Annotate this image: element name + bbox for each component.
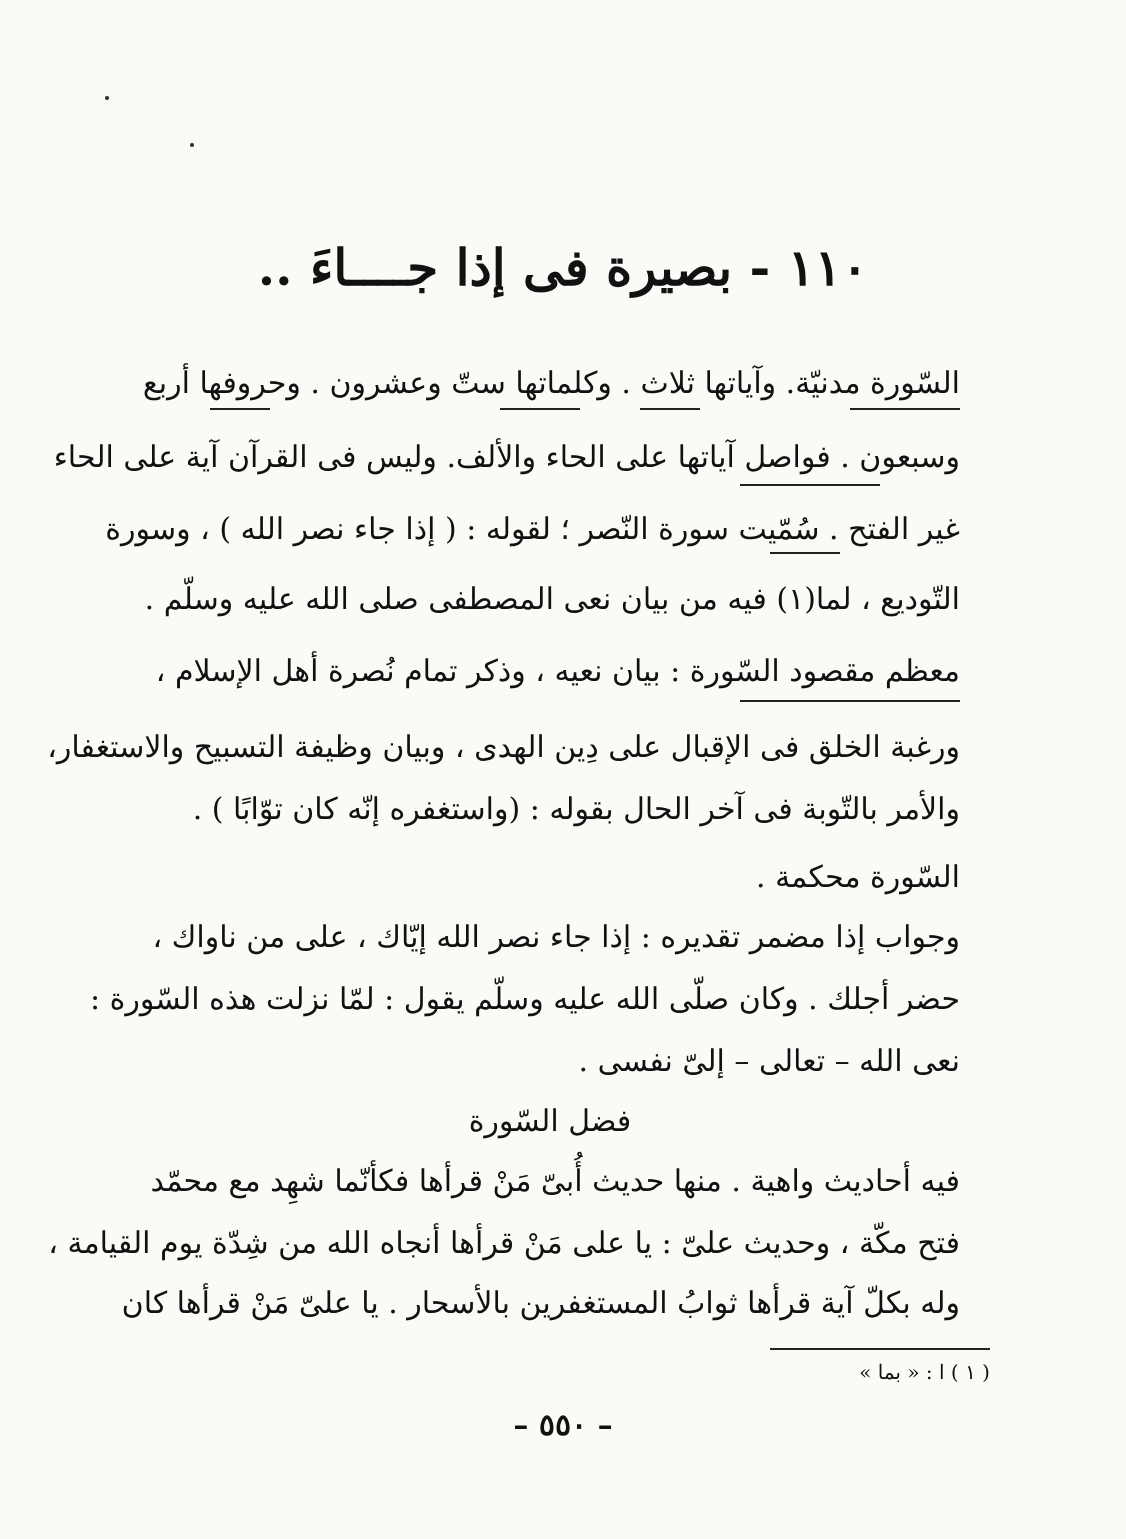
underline-mark xyxy=(210,408,270,410)
page-number: – ٥٥٠ – xyxy=(513,1408,613,1443)
text-line: والأمر بالتّوبة فى آخر الحال بقوله : (واستغفره إنّه كان توّابًا ) . xyxy=(192,792,960,827)
underline-mark xyxy=(740,484,880,486)
text-line: نعى الله – تعالى – إلىّ نفسى . xyxy=(578,1044,960,1079)
text-line: فيه أحاديث واهية . منها حديث أُبىّ مَنْ قرأها فكأنّما شهِد مع محمّد xyxy=(150,1164,960,1199)
section-title: فضل السّورة xyxy=(468,1104,632,1139)
text-line: فتح مكّة ، وحديث علىّ : يا على مَنْ قرأها أنجاه الله من شِدّة يوم القيامة ، xyxy=(48,1226,960,1261)
underline-mark xyxy=(850,408,960,410)
footnote-rule xyxy=(770,1348,990,1350)
underline-mark xyxy=(740,700,960,702)
text-line: وسبعون . فواصل آياتها على الحاء والألف. وليس فى القرآن آية على الحاء xyxy=(53,440,960,475)
text-line: وجواب إذا مضمر تقديره : إذا جاء نصر الله إيّاك ، على من ناواك ، xyxy=(152,920,960,955)
underline-mark xyxy=(640,408,700,410)
speck-mark xyxy=(190,143,194,147)
underline-mark xyxy=(500,408,580,410)
text-line: غير الفتح . سُمّيت سورة النّصر ؛ لقوله : ( إذا جاء نصر الله ) ، وسورة xyxy=(105,512,960,547)
speck-mark xyxy=(105,96,109,100)
text-line: حضر أجلك . وكان صلّى الله عليه وسلّم يقول : لمّا نزلت هذه السّورة : xyxy=(90,982,960,1017)
footnote: ( ١ ) ا : « بما » xyxy=(859,1360,990,1384)
text-line: السّورة محكمة . xyxy=(756,860,960,895)
text-line: التّوديع ، لما(١) فيه من بيان نعى المصطفى صلى الله عليه وسلّم . xyxy=(144,582,960,617)
text-line: السّورة مدنيّة. وآياتها ثلاث . وكلماتها ستّ وعشرون . وحروفها أربع xyxy=(142,366,960,401)
text-line: وله بكلّ آية قرأها ثوابُ المستغفرين بالأسحار . يا علىّ مَنْ قرأها كان xyxy=(121,1286,960,1321)
underline-mark xyxy=(770,552,840,554)
chapter-heading: ١١٠ - بصيرة فى إذا جــــاءَ .. xyxy=(257,238,869,297)
text-line: ورغبة الخلق فى الإقبال على دِين الهدى ، وبيان وظيفة التسبيح والاستغفار، xyxy=(47,730,960,765)
text-line: معظم مقصود السّورة : بيان نعيه ، وذكر تمام نُصرة أهل الإسلام ، xyxy=(155,654,960,689)
